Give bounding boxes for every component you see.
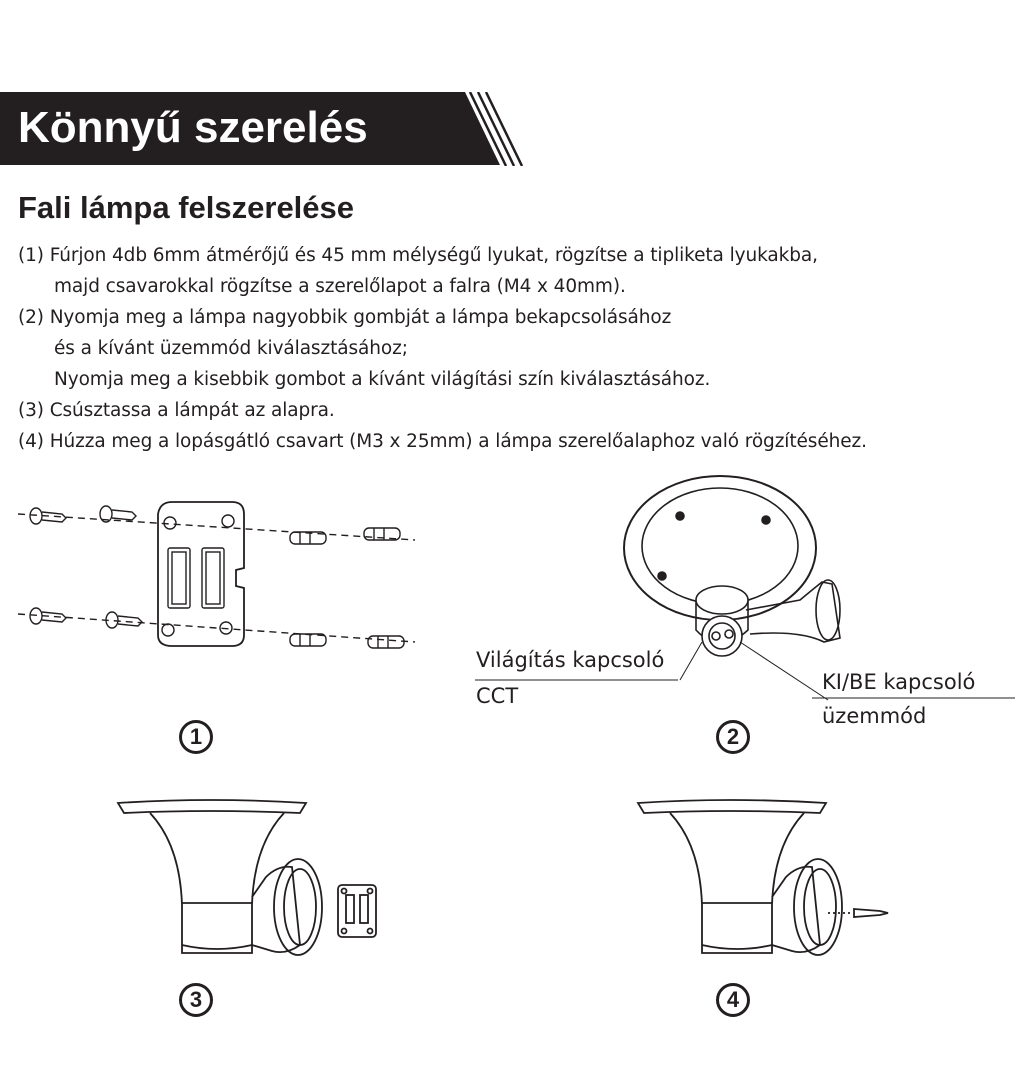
step-1-line-2: majd csavarokkal rögzítse a szerelőlapot a falra (M4 x 40mm). bbox=[54, 276, 626, 297]
figure-3-number: 3 bbox=[179, 983, 213, 1017]
onoff-switch-label: KI/BE kapcsoló bbox=[822, 670, 976, 694]
light-switch-label: Világítás kapcsoló bbox=[476, 648, 665, 672]
figure-2-number: 2 bbox=[716, 720, 750, 754]
step-1-line-1: (1) Fúrjon 4db 6mm átmérőjű és 45 mm mélységű lyukat, rögzítse a tipliketa lyukakba, bbox=[18, 245, 818, 266]
page-title: Könnyű szerelés bbox=[18, 103, 368, 152]
step-2-line-1: (2) Nyomja meg a lámpa nagyobbik gombját a lámpa bekapcsolásához bbox=[18, 307, 672, 328]
cct-label: CCT bbox=[476, 684, 519, 708]
section-title: Fali lámpa felszerelése bbox=[18, 190, 355, 225]
figure-1-number: 1 bbox=[179, 720, 213, 754]
instruction-steps bbox=[18, 240, 1018, 457]
figure-4-number: 4 bbox=[716, 983, 750, 1017]
figure-3-lamp-slide-on bbox=[110, 795, 400, 970]
figure-1-mounting-plate bbox=[0, 490, 440, 670]
figure-4-lamp-screw bbox=[630, 795, 900, 970]
step-4-line-1: (4) Húzza meg a lopásgátló csavart (M3 x 25mm) a lámpa szerelőalaphoz való rögzítéséhez. bbox=[18, 431, 867, 452]
step-2-line-2: és a kívánt üzemmód kiválasztásához; bbox=[54, 338, 408, 359]
step-2-line-3: Nyomja meg a kisebbik gombot a kívánt világítási szín kiválasztásához. bbox=[54, 369, 711, 390]
figure-2-lamp-underside bbox=[600, 470, 860, 670]
step-3-line-1: (3) Csúsztassa a lámpát az alapra. bbox=[18, 400, 335, 421]
mode-label: üzemmód bbox=[822, 704, 927, 728]
banner-stripes-decoration bbox=[460, 92, 530, 166]
